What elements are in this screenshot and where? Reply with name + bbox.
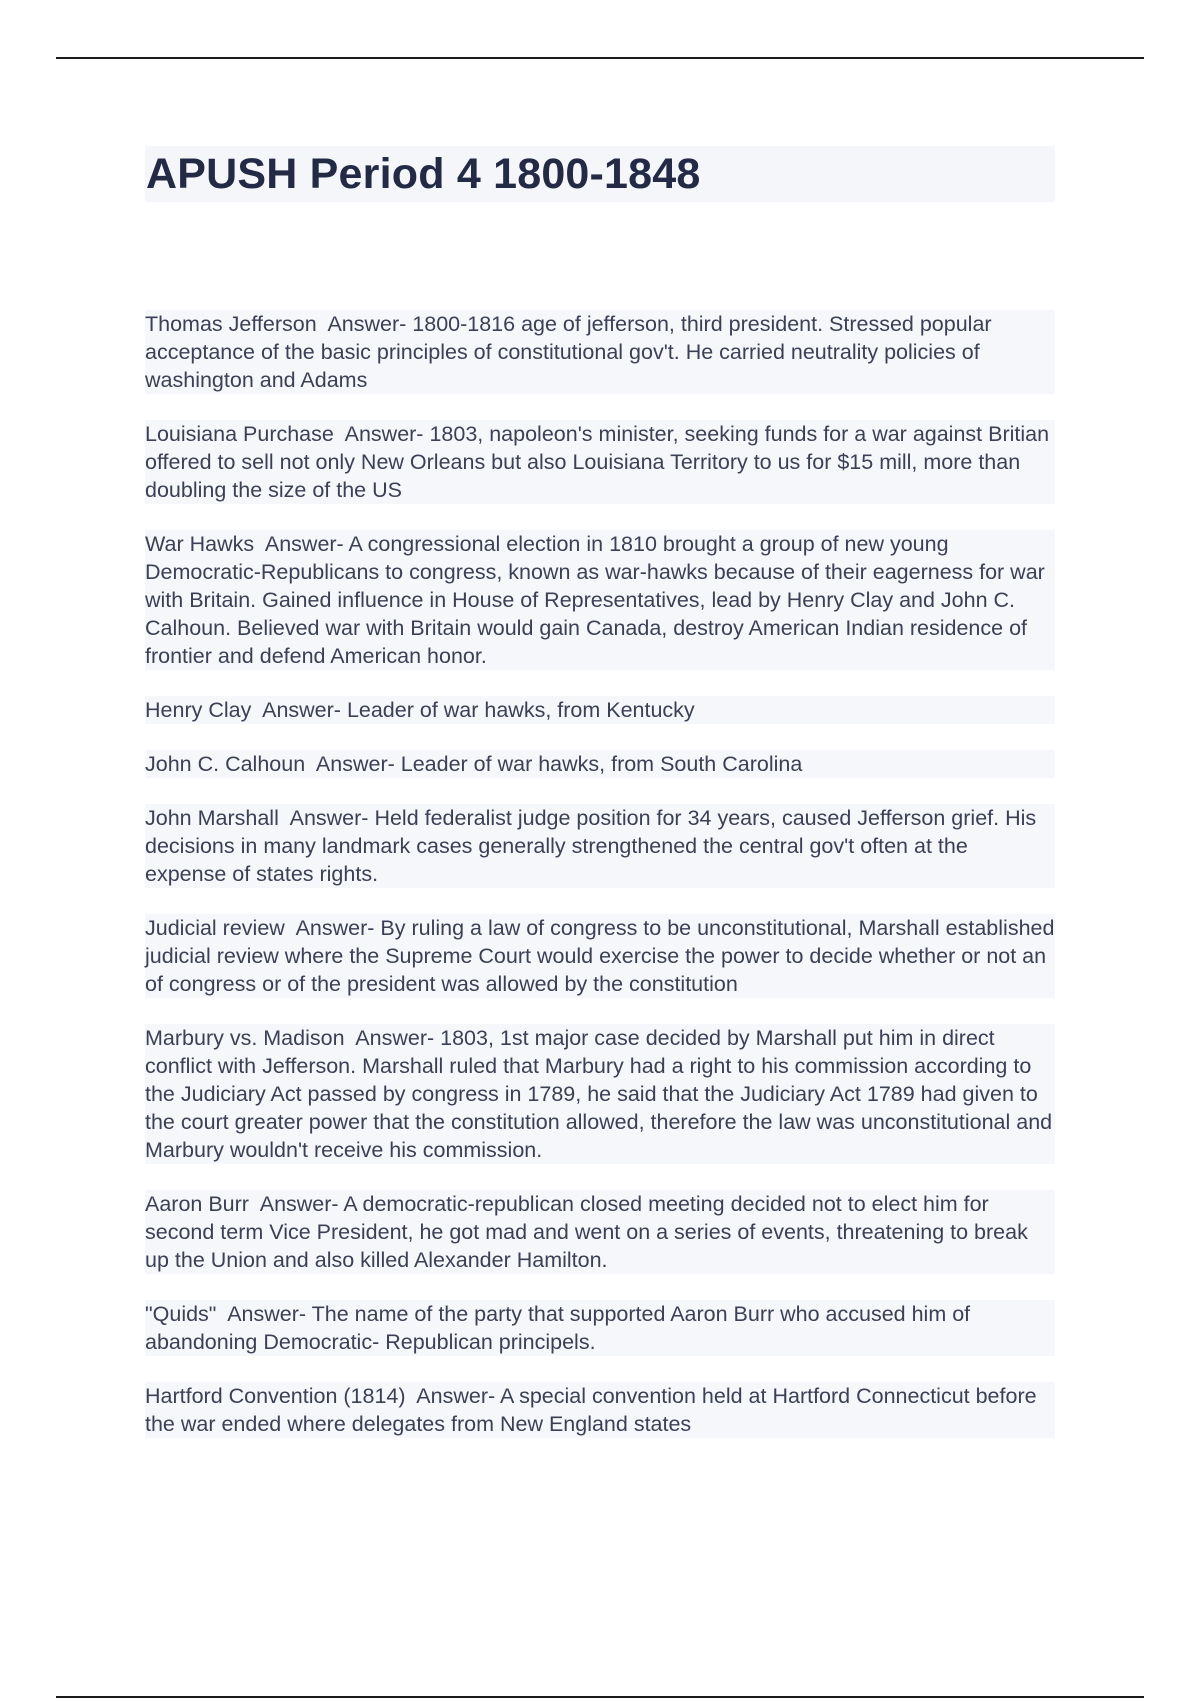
answer-separator: Answer- xyxy=(405,1384,500,1408)
entry-answer: Held federalist judge position for 34 years, caused Jefferson grief. His decisions in many landmark cases generally strengthened the central gov't often at the expense of states rights. xyxy=(145,806,1043,886)
entry-term: "Quids" xyxy=(145,1302,217,1326)
answer-separator: Answer- xyxy=(254,532,349,556)
entry-term: Marbury vs. Madison xyxy=(145,1026,345,1050)
entry-thomas-jefferson xyxy=(145,310,1055,394)
answer-separator: Answer- xyxy=(316,312,413,336)
entry-answer: 1803, napoleon's minister, seeking funds for a war against Britian offered to sell not only New Orleans but also Louisiana Territory to us for $15 mill, more than doubling the size of the US xyxy=(145,422,1056,502)
top-rule xyxy=(56,57,1144,59)
entry-answer: The name of the party that supported Aaron Burr who accused him of abandoning Democratic- Republican principels. xyxy=(145,1302,977,1354)
entry-answer: 1800-1816 age of jefferson, third president. Stressed popular acceptance of the basic principles of constitutional gov't. He carried neutrality policies of washington and Adams xyxy=(145,312,998,392)
entry-aaron-burr xyxy=(145,1190,1055,1274)
entry-term: John C. Calhoun xyxy=(145,752,306,776)
document-title: APUSH Period 4 1800-1848 xyxy=(145,146,1055,202)
answer-separator: Answer- xyxy=(251,698,347,722)
entry-war-hawks xyxy=(145,530,1055,670)
entry-term: Judicial review xyxy=(145,916,285,940)
entry-john-marshall xyxy=(145,804,1055,888)
answer-separator: Answer- xyxy=(305,752,401,776)
entry-term: Louisiana Purchase xyxy=(145,422,334,446)
entry-judicial-review xyxy=(145,914,1061,998)
entry-quids xyxy=(145,1300,1055,1356)
bottom-rule xyxy=(56,1696,1144,1698)
entry-louisiana-purchase xyxy=(145,420,1055,504)
entry-answer: 1803, 1st major case decided by Marshall put him in direct conflict with Jefferson. Marshall ruled that Marbury had a right to his commission according to the Judiciary Act passed by congress in 1789, he said that the Judiciary Act 1789 had given to the court greater power that the constitution allowed, therefore the law was unconstitutional and Marbury wouldn't receive his commission. xyxy=(145,1026,1059,1162)
entry-term: John Marshall xyxy=(145,806,279,830)
entry-answer: A democratic-republican closed meeting decided not to elect him for second term Vice President, he got mad and went on a series of events, threatening to break up the Union and also killed Alexander Hamilton. xyxy=(145,1192,1034,1272)
entry-answer: A congressional election in 1810 brought a group of new young Democratic-Republicans to congress, known as war-hawks because of their eagerness for war with Britain. Gained influence in House of Representatives, lead by Henry Clay and John C. Calhoun. Believed war with Britain would gain Canada, destroy American Indian residence of frontier and defend American honor. xyxy=(145,532,1051,668)
entry-answer: By ruling a law of congress to be unconstitutional, Marshall established judicial review where the Supreme Court would exercise the power to decide whether or not an of congress or of the president was allowed by the constitution xyxy=(145,916,1061,996)
entry-answer: Leader of war hawks, from Kentucky xyxy=(346,698,695,722)
entry-henry-clay xyxy=(145,696,1055,724)
answer-separator: Answer- xyxy=(216,1302,312,1326)
entry-term: War Hawks xyxy=(145,532,255,556)
answer-separator: Answer- xyxy=(284,916,381,940)
answer-separator: Answer- xyxy=(278,806,375,830)
entry-list xyxy=(145,310,1061,1464)
entry-term: Thomas Jefferson xyxy=(145,312,317,336)
entry-term: Hartford Convention (1814) xyxy=(145,1384,406,1408)
answer-separator: Answer- xyxy=(344,1026,441,1050)
entry-term: Henry Clay xyxy=(145,698,252,722)
entry-john-c-calhoun xyxy=(145,750,1055,778)
answer-separator: Answer- xyxy=(333,422,430,446)
entry-term: Aaron Burr xyxy=(145,1192,249,1216)
entry-answer: A special convention held at Hartford Connecticut before the war ended where delegates from New England states xyxy=(145,1384,1043,1436)
entry-answer: Leader of war hawks, from South Carolina xyxy=(400,752,803,776)
entry-marbury-vs-madison xyxy=(145,1024,1059,1164)
entry-hartford-convention xyxy=(145,1382,1055,1438)
answer-separator: Answer- xyxy=(248,1192,344,1216)
